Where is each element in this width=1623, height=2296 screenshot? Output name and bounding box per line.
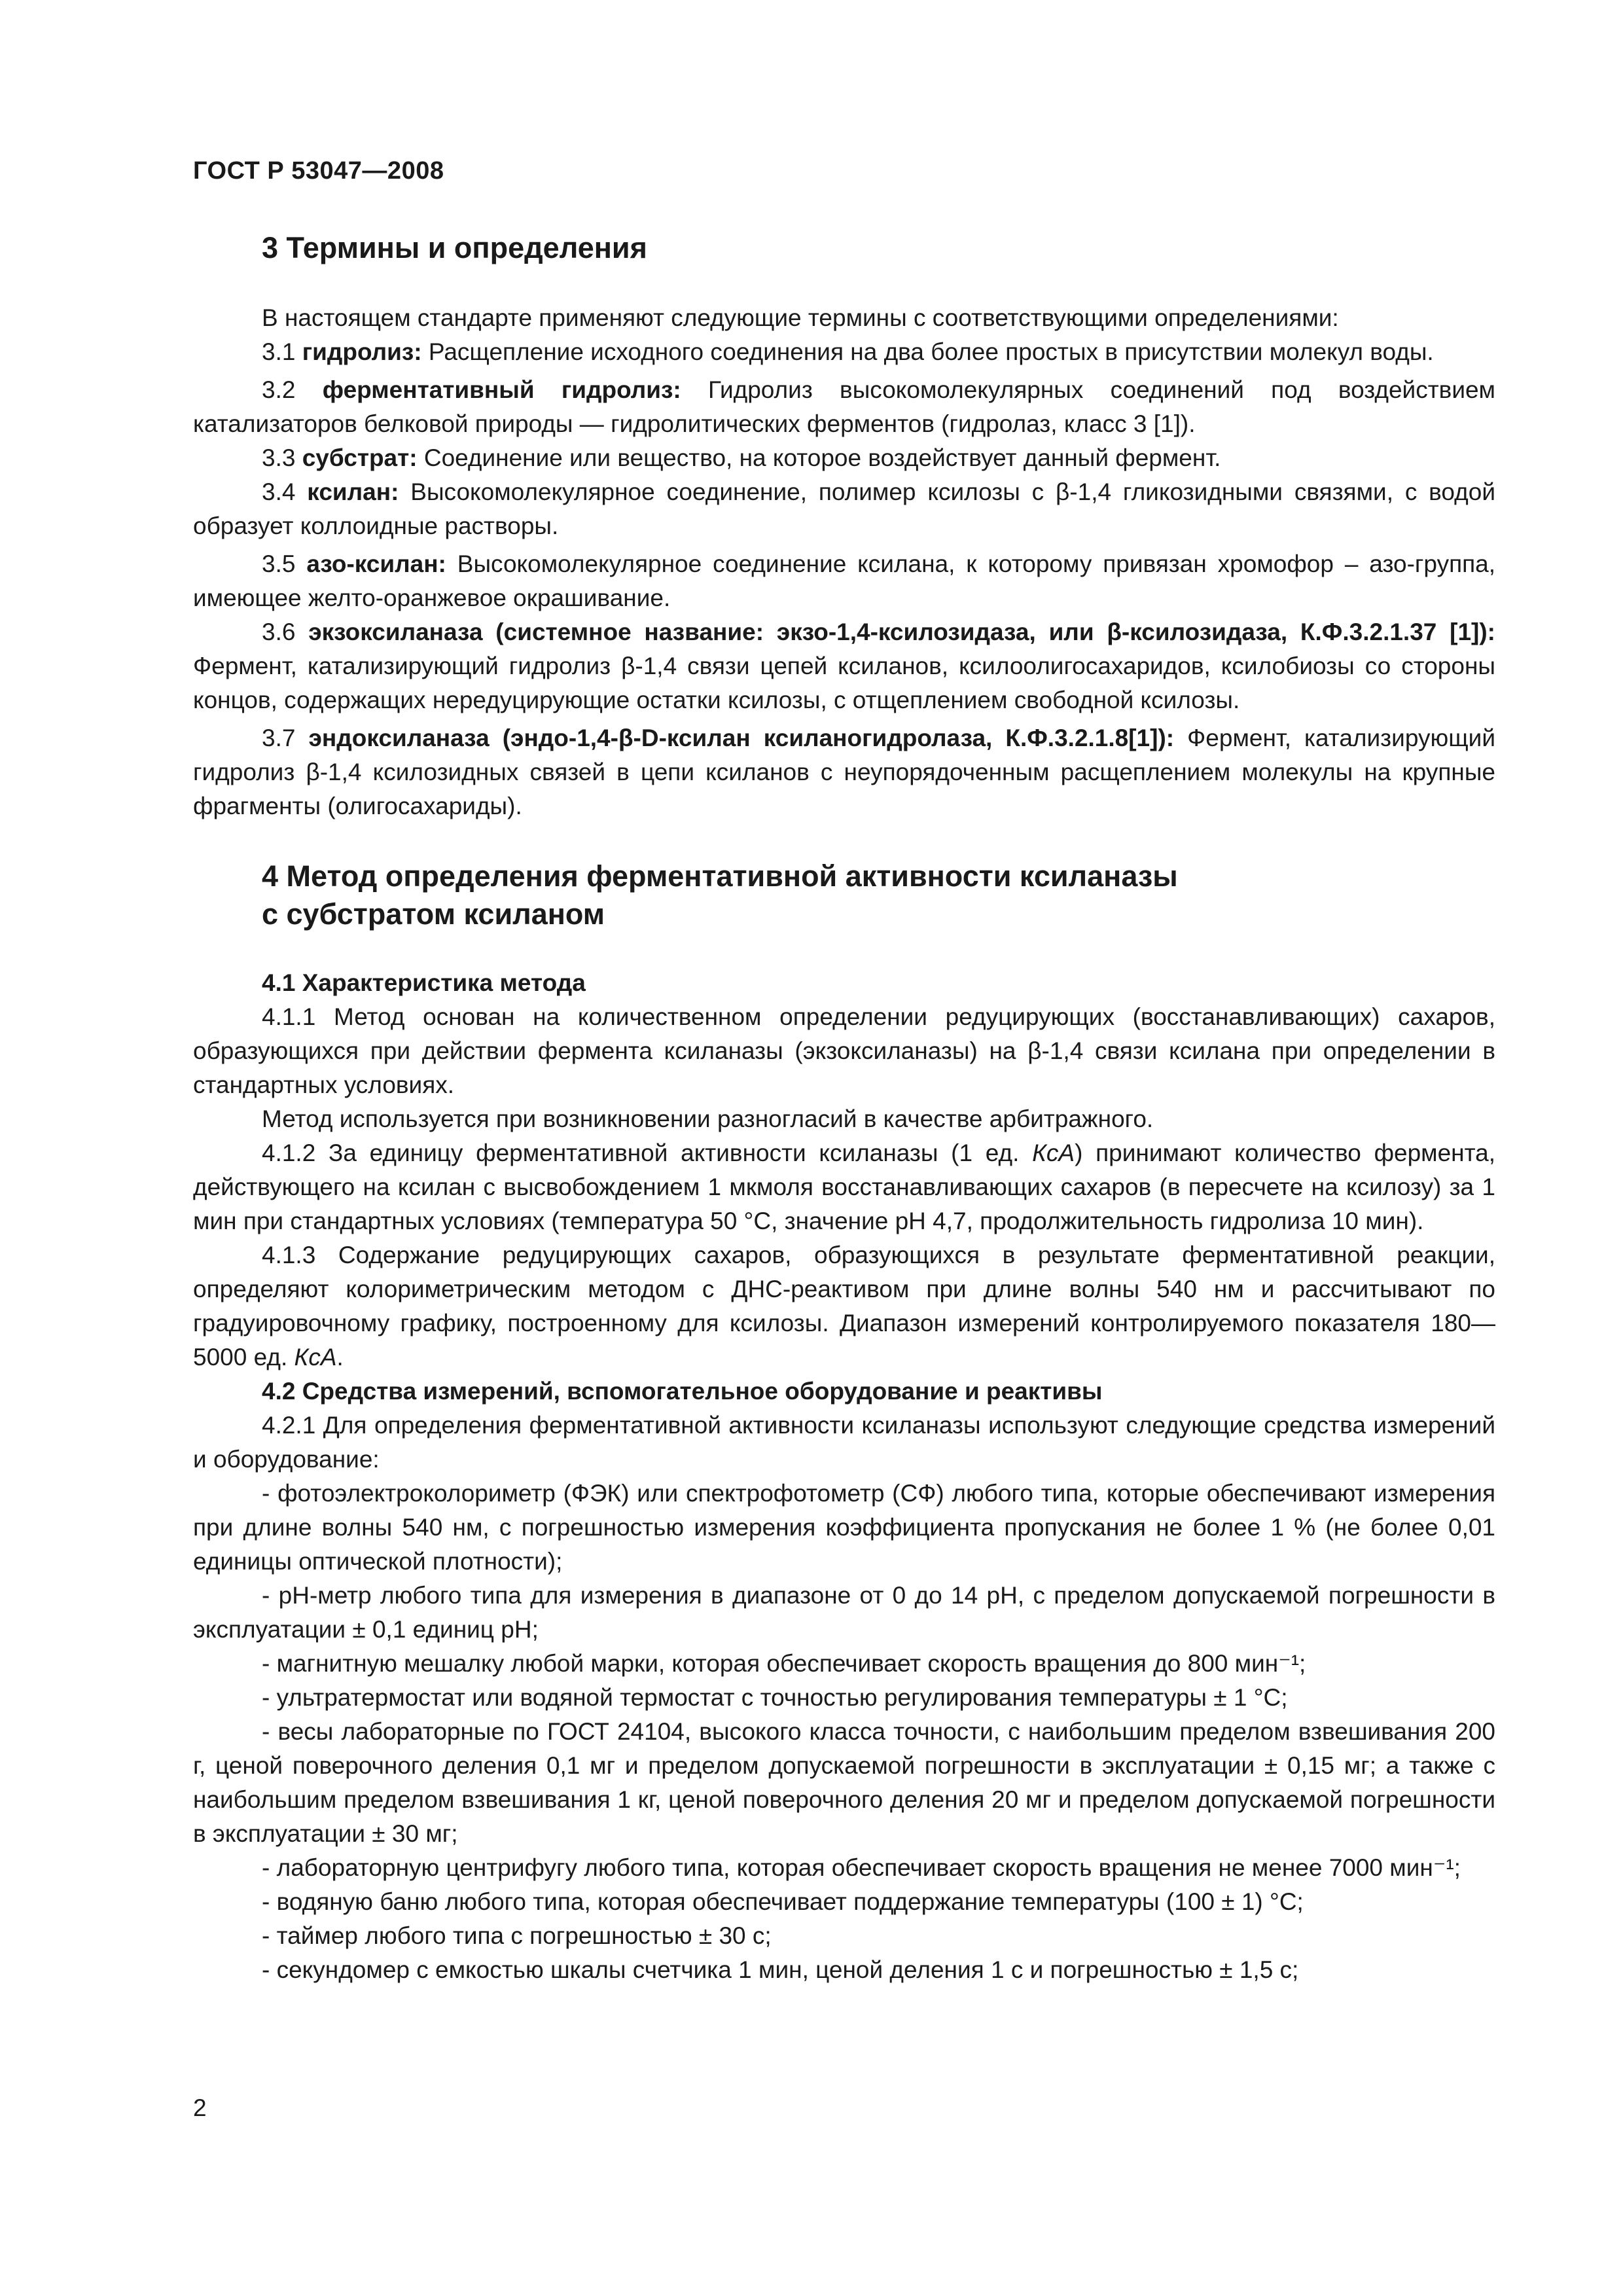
term-number: 3.5 — [262, 550, 296, 577]
term-name: эндоксиланаза (эндо-1,4-β-D-ксилан ксиланогидролаза, К.Ф.3.2.1.8[1]): — [308, 725, 1175, 751]
paragraph-4-1-2: 4.1.2 За единицу ферментативной активности ксиланазы (1 ед. КсА) принимают количество фермента, действующего на ксилан с высвобождением 1 мкмоля восстанавливающих сахаров (в пересчете на ксилозу) за 1 мин при стандартных условиях (температура 50 °С, значение рН 4,7, продолжительность гидролиза 10 мин). — [193, 1139, 1496, 1234]
equipment-item: - секундомер с емкостью шкалы счетчика 1 мин, ценой деления 1 с и погрешностью ± 1,5 с; — [262, 1956, 1299, 1983]
subsection-4-1-title: 4.1 Характеристика метода — [262, 969, 586, 996]
paragraph-4-1-1-note: Метод используется при возникновении разногласий в качестве арбитражного. — [262, 1105, 1154, 1132]
equipment-item: - водяную баню любого типа, которая обеспечивает поддержание температуры (100 ± 1) °С; — [262, 1888, 1304, 1915]
term-3-6 — [193, 615, 1495, 717]
equipment-item: - рН-метр любого типа для измерения в диапазоне от 0 до 14 рН, с пределом допускаемой погрешности в эксплуатации ± 0,1 единиц рН; — [193, 1582, 1495, 1643]
equipment-item: - ультратермостат или водяной термостат с точностью регулирования температуры ± 1 °С; — [262, 1684, 1288, 1711]
section-3-intro: В настоящем стандарте применяют следующие термины с соответствующими определениями: — [262, 304, 1339, 331]
paragraph-4-1-3: 4.1.3 Содержание редуцирующих сахаров, образующихся в результате ферментативной реакции, определяют колориметрическим методом с ДНС-реактивом при длине волны 540 нм и рассчитывают по градуировочному графику, построенному для ксилозы. Диапазон измерений контролируемого показателя 180—5000 ед. КсА. — [193, 1242, 1495, 1371]
term-definition: Соединение или вещество, на которое воздействует данный фермент. — [423, 444, 1221, 471]
section-3-title: 3 Термины и определения — [262, 231, 647, 264]
term-definition: Фермент, катализирующий гидролиз β-1,4 связи цепей ксиланов, ксилоолигосахаридов, ксилобиозы со стороны концов, содержащих нередуцирующие остатки ксилозы, с отщеплением свободной ксилозы. — [193, 653, 1495, 713]
term-definition: Высокомолекулярное соединение ксилана, к которому привязан хромофор – азо-группа, имеющее желто-оранжевое окрашивание. — [193, 550, 1496, 611]
term-number: 3.1 — [262, 338, 296, 365]
subsection-4-2-title: 4.2 Средства измерений, вспомогательное оборудование и реактивы — [262, 1378, 1103, 1405]
page-number: 2 — [193, 2094, 207, 2121]
paragraph-4-2-1: 4.2.1 Для определения ферментативной активности ксиланазы используют следующие средства измерений и оборудование: — [193, 1412, 1495, 1473]
term-3-7 — [193, 721, 1495, 823]
page-content — [193, 229, 1495, 1987]
term-name: ксилан: — [307, 478, 399, 505]
section-4-title-line-1: 4 Метод определения ферментативной активности ксиланазы — [262, 859, 1178, 893]
term-number: 3.4 — [262, 478, 296, 505]
term-definition: Высокомолекулярное соединение, полимер ксилозы с β-1,4 гликозидными связями, с водой образует коллоидные растворы. — [193, 478, 1496, 539]
term-3-3 — [193, 441, 1495, 475]
unit-ksa: КсА — [294, 1344, 337, 1371]
term-number: 3.7 — [262, 725, 296, 751]
term-definition: Фермент, катализирующий гидролиз β-1,4 ксилозидных связей в цепи ксиланов с неупорядоченным расщеплением молекулы на крупные фрагменты (олигосахариды). — [193, 725, 1496, 819]
term-3-5 — [193, 547, 1495, 615]
term-definition: Гидролиз высокомолекулярных соединений под воздействием катализаторов белковой природы — гидролитических ферментов (гидролаз, класс 3 [1]). — [193, 376, 1495, 437]
unit-ksa: КсА — [1032, 1139, 1075, 1166]
term-definition: Расщепление исходного соединения на два более простых в присутствии молекул воды. — [428, 338, 1434, 365]
term-number: 3.2 — [262, 376, 296, 403]
term-3-1 — [193, 335, 1495, 369]
term-name: азо-ксилан: — [306, 550, 446, 577]
document-code-header: ГОСТ Р 53047—2008 — [193, 157, 444, 185]
equipment-item: - лабораторную центрифугу любого типа, которая обеспечивает скорость вращения не менее 7000 мин⁻¹; — [262, 1854, 1461, 1881]
term-name: ферментативный гидролиз: — [322, 376, 681, 403]
equipment-item: - весы лабораторные по ГОСТ 24104, высокого класса точности, с наибольшим пределом взвешивания 200 г, ценой поверочного деления 0,1 мг и пределом допускаемой погрешности в эксплуатации ± 0,15 мг; а также с наибольшим пределом взвешивания 1 кг, ценой поверочного деления 20 мг и пределом допускаемой погрешности в эксплуатации ± 30 мг; — [193, 1718, 1495, 1847]
term-name: гидролиз: — [302, 338, 422, 365]
term-number: 3.6 — [262, 619, 296, 645]
paragraph-4-1-1: 4.1.1 Метод основан на количественном определении редуцирующих (восстанавливающих) сахаров, образующихся при действии фермента ксиланазы (экзоксиланазы) на β-1,4 связи ксилана при определении в стандартных условиях. — [193, 1003, 1495, 1098]
section-4-title — [193, 857, 1495, 933]
equipment-item: - магнитную мешалку любой марки, которая обеспечивает скорость вращения до 800 мин⁻¹; — [262, 1650, 1306, 1677]
equipment-item: - фотоэлектроколориметр (ФЭК) или спектрофотометр (СФ) любого типа, которые обеспечивают измерения при длине волны 540 нм, с погрешностью измерения коэффициента пропускания не более 1 % (не более 0,01 единицы оптической плотности); — [193, 1480, 1495, 1575]
term-number: 3.3 — [262, 444, 296, 471]
term-name: экзоксиланаза (системное название: экзо-1,4-ксилозидаза, или β-ксилозидаза, К.Ф.3.2.1.37 [1]): — [308, 619, 1496, 645]
section-4-title-line-2: с субстратом ксиланом — [262, 897, 605, 931]
term-name: субстрат: — [302, 444, 418, 471]
term-3-2 — [193, 373, 1495, 441]
equipment-item: - таймер любого типа с погрешностью ± 30 с; — [262, 1922, 772, 1949]
term-3-4 — [193, 475, 1495, 543]
